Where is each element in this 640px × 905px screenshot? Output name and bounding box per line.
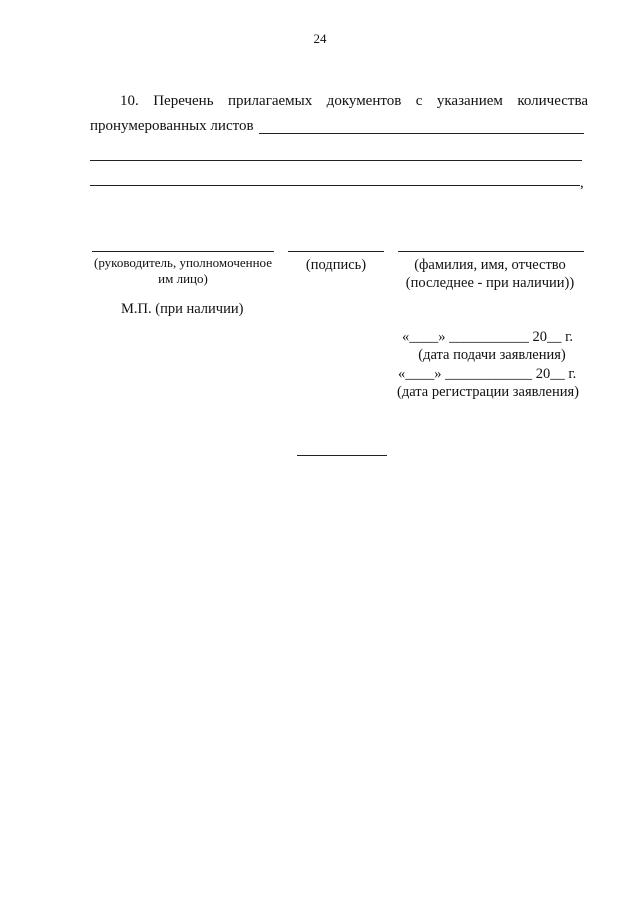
full-name-line: [398, 251, 584, 252]
trailing-comma: ,: [580, 175, 584, 191]
full-name-caption-line2: (последнее - при наличии)): [405, 275, 575, 291]
documents-fill-line-3: [90, 185, 580, 186]
registration-date-caption: (дата регистрации заявления): [397, 384, 579, 400]
item-10-heading: 10. Перечень прилагаемых документов с указанием количества: [120, 93, 588, 109]
documents-fill-line-2: [90, 160, 582, 161]
head-signature-line: [92, 251, 274, 252]
documents-fill-line-1: [259, 133, 584, 134]
submission-date-caption: (дата подачи заявления): [418, 347, 566, 363]
submission-date-line: «____» ___________ 20__ г.: [402, 329, 574, 345]
full-name-caption-line1: (фамилия, имя, отчество: [414, 257, 566, 273]
registration-date-line: «____» ____________ 20__ г.: [398, 366, 577, 382]
signature-line: [288, 251, 384, 252]
item-10-continuation: пронумерованных листов: [90, 118, 254, 134]
head-caption: (руководитель, уполномоченное им лицо): [94, 255, 272, 286]
closing-separator-line: [297, 455, 387, 456]
stamp-label: М.П. (при наличии): [121, 301, 244, 317]
signature-caption: (подпись): [305, 257, 367, 273]
page-number: 24: [313, 31, 327, 46]
